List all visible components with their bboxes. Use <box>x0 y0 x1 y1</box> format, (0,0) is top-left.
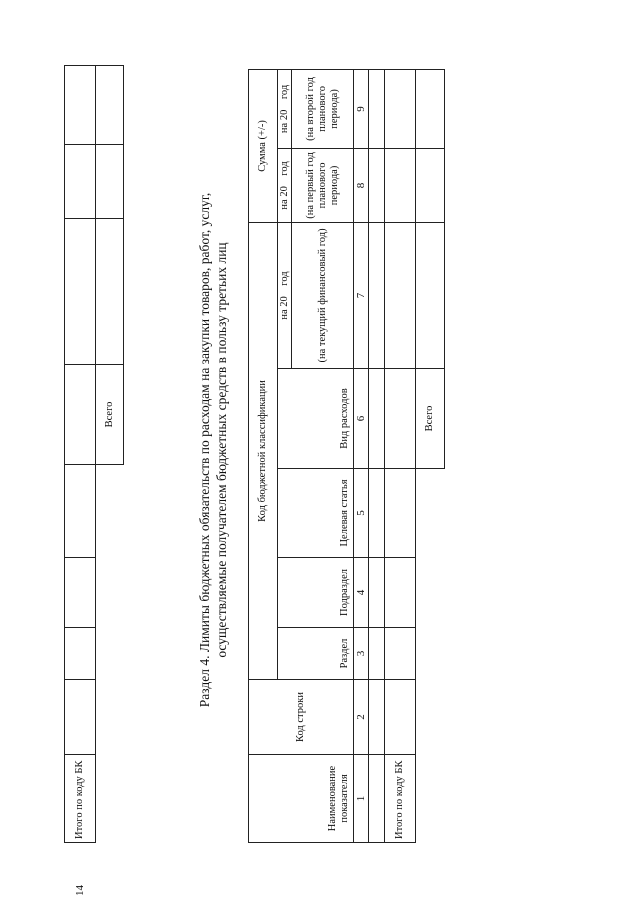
header-year2: на 20 год <box>278 148 292 222</box>
column-number: 1 <box>354 755 369 843</box>
column-numbers-row <box>354 69 369 842</box>
total-label: Всего <box>416 369 445 469</box>
previous-table-fragment <box>64 65 124 843</box>
table-row-total <box>416 69 445 842</box>
limits-table <box>248 69 445 843</box>
total-label: Всего <box>96 365 124 465</box>
table-row-total-by-bk <box>385 69 416 842</box>
column-number: 2 <box>354 680 369 755</box>
section-title <box>196 140 230 760</box>
column-number: 8 <box>354 148 369 222</box>
section-title-line2: осуществляемые получателем бюджетных средств в пользу третьих лиц <box>214 242 229 658</box>
header-row-code: Код строки <box>249 680 354 755</box>
total-by-bk-label: Итого по коду БК <box>385 755 416 843</box>
column-number: 9 <box>354 69 369 148</box>
column-number: 5 <box>354 469 369 558</box>
column-number: 7 <box>354 222 369 368</box>
column-number: 6 <box>354 369 369 469</box>
header-year1-note: (на текущий финансовый год) <box>292 222 354 368</box>
header-subsection: Подраздел <box>278 558 354 628</box>
header-target-article: Целевая статья <box>278 469 354 558</box>
page-number: 14 <box>74 885 86 896</box>
header-amount: Сумма (+/-) <box>249 69 278 222</box>
header-section: Раздел <box>278 628 354 680</box>
header-year3-note: (на второй год планового периода) <box>292 69 354 148</box>
header-bk-code: Код бюджетной классификации <box>249 222 278 679</box>
column-number: 3 <box>354 628 369 680</box>
header-year2-note: (на первый год планового периода) <box>292 148 354 222</box>
column-number: 4 <box>354 558 369 628</box>
header-year1: на 20 год <box>278 222 292 368</box>
total-by-bk-label: Итого по коду БК <box>65 755 96 843</box>
table-row <box>369 69 385 842</box>
header-indicator-name: Наименование показателя <box>249 755 354 843</box>
section-title-line1: Раздел 4. Лимиты бюджетных обязательств по расходам на закупки товаров, работ, услуг, <box>197 192 212 708</box>
header-year3: на 20 год <box>278 69 292 148</box>
header-expense-type: Вид расходов <box>278 369 354 469</box>
